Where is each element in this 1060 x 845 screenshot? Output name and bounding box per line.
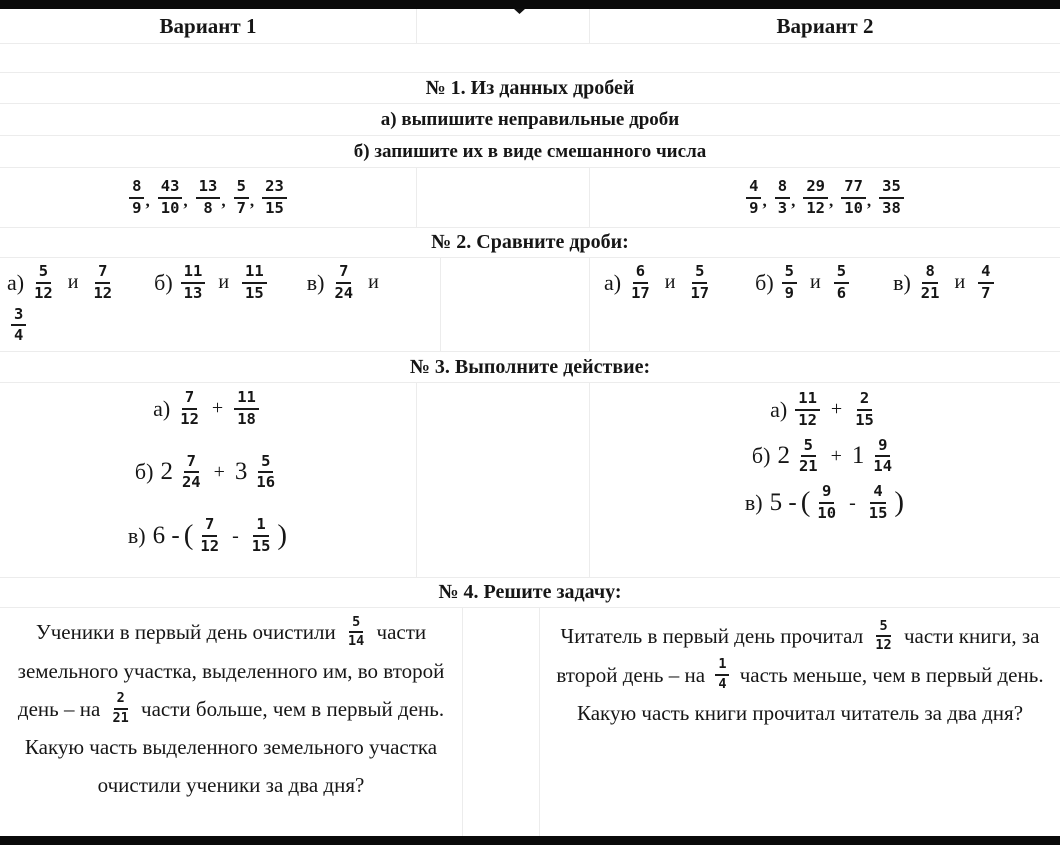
fraction-denominator: 7 [981, 283, 991, 302]
fraction-denominator: 8 [203, 198, 213, 217]
fraction-numerator: 4 [746, 178, 761, 199]
fraction [129, 178, 144, 218]
text-token: - [232, 524, 239, 547]
text-token: в) [306, 269, 325, 295]
text-token: , [145, 191, 150, 211]
fraction [715, 657, 729, 692]
fraction-numerator: 1 [253, 516, 268, 537]
fraction-denominator: 12 [34, 283, 53, 302]
fraction-denominator: 6 [836, 283, 847, 302]
fraction [198, 516, 221, 556]
text-token: , [762, 191, 767, 211]
text-token: , [249, 191, 255, 211]
fraction-numerator: 5 [834, 263, 849, 284]
text-token: 6 - [152, 522, 180, 550]
fraction-numerator: 7 [202, 516, 217, 537]
s2-v2-item-b [755, 263, 853, 303]
fraction-denominator: 14 [873, 457, 893, 476]
text-token: Ученики в первый день очистили [35, 620, 342, 644]
text-token: ) [894, 485, 905, 518]
fraction-denominator: 9 [784, 283, 795, 302]
text-token: б) [751, 443, 771, 469]
spacer-cell [416, 9, 590, 43]
text-token: а) [153, 395, 171, 421]
fraction [879, 178, 904, 218]
section4-content-row [0, 608, 1060, 836]
fraction [782, 263, 797, 303]
fraction-denominator: 16 [256, 473, 276, 492]
s2-v2-item-a [604, 263, 715, 303]
fraction-denominator: 9 [749, 198, 759, 217]
text-token: а) [604, 269, 622, 295]
fraction [346, 615, 366, 650]
fraction [797, 437, 820, 477]
fraction [803, 178, 828, 218]
text-token: - [849, 491, 856, 514]
s3-v1-item-c [128, 516, 288, 556]
fraction-denominator: 12 [798, 410, 817, 429]
fraction-denominator: 15 [265, 198, 284, 217]
fraction-numerator: 5 [258, 453, 273, 474]
spacer-cell [440, 258, 590, 351]
fraction-denominator: 38 [882, 198, 901, 217]
section1-instruction-b: б) запишите их в виде смешанного числа [353, 140, 707, 162]
fraction-numerator: 5 [234, 178, 249, 199]
text-token: + [830, 398, 843, 421]
text-token: 5 - [769, 489, 797, 517]
fraction-numerator: 29 [803, 178, 828, 199]
section4-variant1-cell [0, 608, 462, 836]
fraction [250, 516, 273, 556]
fraction [746, 178, 761, 218]
text-token: б) [755, 269, 774, 295]
section1-variant2-cell [590, 168, 1060, 227]
section2-variant1-cell [0, 258, 440, 351]
fraction-denominator: 12 [806, 198, 825, 217]
section4-variant2-cell [540, 608, 1060, 836]
fraction-denominator: 18 [237, 409, 256, 428]
text-token: и [664, 271, 676, 294]
fraction-numerator: 2 [114, 691, 128, 710]
section1-instruction-b-row [0, 136, 1060, 168]
fraction-denominator: 10 [844, 198, 863, 217]
fraction [32, 263, 55, 303]
text-token: и [218, 271, 230, 294]
fraction [91, 263, 114, 303]
fraction-numerator: 5 [692, 263, 707, 284]
fraction-numerator: 11 [242, 263, 267, 284]
fraction-denominator: 4 [14, 326, 24, 345]
section3-content-row [0, 383, 1060, 578]
fraction [871, 437, 894, 477]
text-token: части больше, чем в первый день. Какую часть выделенного земельного участка очистили ученики за два дня? [24, 696, 445, 798]
fraction [841, 178, 866, 218]
fraction [815, 483, 838, 523]
s1-v1-fraction-list [125, 178, 291, 218]
s4-v2-task-text [554, 617, 1046, 732]
section4-title: № 4. Решите задачу: [438, 581, 622, 603]
s2-v1-item-c [307, 263, 388, 303]
fraction [254, 453, 277, 493]
fraction-numerator: 13 [196, 178, 221, 199]
spacer-cell [462, 608, 540, 836]
text-token: 3 [234, 458, 248, 486]
text-token: а) [770, 396, 788, 422]
fraction-numerator: 5 [349, 615, 363, 634]
fraction-denominator: 14 [348, 633, 365, 650]
text-token: б) [154, 269, 173, 295]
s4-v1-task-text [4, 613, 458, 804]
text-token: а) [7, 269, 25, 295]
variant-header-row [0, 9, 1060, 44]
fraction [332, 263, 355, 303]
fraction-denominator: 21 [920, 283, 940, 302]
fraction-denominator: 12 [180, 409, 199, 428]
text-token: и [954, 271, 966, 294]
fraction [688, 263, 711, 303]
text-token: , [183, 191, 188, 211]
fraction-denominator: 21 [798, 457, 818, 476]
fraction-numerator: 9 [875, 437, 890, 458]
fraction [853, 390, 876, 430]
fraction-denominator: 15 [868, 504, 888, 523]
fraction [262, 178, 287, 218]
section1-title-row [0, 73, 1060, 104]
fraction [178, 389, 201, 429]
fraction [242, 263, 267, 303]
text-token: в) [127, 523, 146, 549]
variant1-label: Вариант 1 [159, 13, 257, 38]
fraction-denominator: 15 [251, 537, 271, 556]
section2-variant2-cell [590, 258, 1060, 351]
fraction [795, 390, 820, 430]
s3-v2-item-b [752, 437, 898, 477]
text-token: в) [744, 490, 763, 516]
text-token: 2 [777, 442, 790, 470]
section1-instruction-a: а) выпишите неправильные дроби [380, 108, 680, 130]
fraction-denominator: 12 [200, 537, 220, 556]
spacer-cell [416, 383, 590, 577]
fraction-denominator: 15 [855, 410, 874, 429]
fraction-numerator: 5 [36, 263, 51, 284]
empty-row [0, 44, 1060, 73]
s3-v2-item-a [770, 390, 880, 430]
fraction-numerator: 11 [234, 389, 259, 410]
text-token: , [221, 191, 226, 211]
text-token: в) [893, 269, 911, 295]
variant1-header [0, 9, 416, 43]
fraction [158, 178, 183, 218]
text-token: и [810, 271, 821, 294]
fraction [180, 453, 203, 493]
text-token: 2 [160, 458, 173, 486]
fraction-denominator: 13 [183, 283, 203, 302]
fraction-denominator: 17 [690, 283, 710, 302]
text-token: часть меньше, чем в первый день. Какую часть книги прочитал читатель за два дня? [576, 662, 1044, 726]
fraction-numerator: 1 [715, 657, 729, 676]
fraction [181, 263, 206, 303]
fraction-numerator: 7 [336, 263, 351, 284]
fraction [873, 619, 893, 654]
variant2-header [590, 9, 1060, 43]
section3-variant2-cell [590, 383, 1060, 577]
section2-content-row [0, 258, 1060, 352]
s2-v1-line1 [7, 263, 388, 303]
section3-title-row [0, 352, 1060, 383]
fraction [834, 263, 849, 303]
section3-variant1-cell [0, 383, 416, 577]
fraction-denominator: 9 [132, 198, 142, 217]
variant2-label: Вариант 2 [776, 13, 874, 38]
fraction-numerator: 23 [262, 178, 287, 199]
fraction [111, 691, 131, 726]
fraction-denominator: 4 [718, 675, 727, 692]
text-token: б) [134, 459, 154, 485]
section2-title: № 2. Сравните дроби: [431, 231, 629, 253]
s2-v2-item-c [893, 263, 997, 303]
fraction-numerator: 8 [922, 263, 937, 284]
section3-title: № 3. Выполните действие: [409, 355, 651, 378]
fraction-numerator: 77 [841, 178, 866, 199]
text-token: 1 [851, 442, 865, 470]
fraction-denominator: 12 [93, 283, 113, 302]
fraction-numerator: 7 [182, 389, 197, 410]
section1-instruction-a-row [0, 104, 1060, 136]
fraction-denominator: 24 [181, 473, 201, 492]
section4-title-row [0, 578, 1060, 608]
text-token: + [213, 460, 225, 483]
fraction-denominator: 12 [875, 637, 892, 654]
section1-title: № 1. Из данных дробей [425, 76, 635, 99]
fraction-denominator: 10 [160, 198, 180, 217]
text-token: части земельного участка, выделенного им, во второй день – на [17, 620, 445, 721]
text-token: и [368, 271, 379, 294]
text-token: ( [800, 485, 811, 518]
fraction-denominator: 15 [245, 283, 264, 302]
fraction-numerator: 4 [978, 263, 993, 284]
text-token: + [830, 444, 842, 467]
fraction [196, 178, 221, 218]
fraction [867, 483, 890, 523]
fraction-denominator: 10 [817, 504, 837, 523]
text-token: , [829, 191, 834, 211]
fraction-numerator: 11 [181, 263, 206, 284]
fraction-numerator: 6 [633, 263, 648, 284]
s2-v1-item-c-wrapped-fraction [7, 306, 30, 346]
fraction [775, 178, 790, 218]
fraction-numerator: 9 [819, 483, 834, 504]
fraction [234, 178, 249, 218]
fraction-numerator: 7 [95, 263, 110, 284]
text-token: , [866, 191, 872, 211]
section1-fractions-row [0, 168, 1060, 228]
s1-v2-fraction-list [742, 178, 908, 218]
fraction-numerator: 3 [11, 306, 26, 327]
section1-variant1-cell [0, 168, 416, 227]
fraction-denominator: 3 [777, 198, 788, 217]
fraction-denominator: 17 [631, 283, 650, 302]
fraction-denominator: 7 [236, 198, 246, 217]
spacer-cell [416, 168, 590, 227]
fraction-numerator: 4 [870, 483, 885, 504]
fraction-numerator: 8 [775, 178, 790, 199]
text-token: ) [277, 518, 288, 551]
fraction-numerator: 43 [158, 178, 183, 199]
fraction-denominator: 24 [334, 283, 354, 302]
text-token: части книги, за второй день – на [556, 624, 1040, 687]
fraction-numerator: 5 [782, 263, 797, 284]
s2-v1-item-b [154, 263, 271, 303]
section2-title-row [0, 228, 1060, 258]
fraction-numerator: 11 [795, 390, 820, 411]
text-token: и [67, 271, 79, 294]
fraction [919, 263, 942, 303]
bottom-border-bar [0, 836, 1060, 845]
fraction-numerator: 5 [801, 437, 816, 458]
fraction-numerator: 35 [879, 178, 904, 199]
s2-v1-item-a [7, 263, 118, 303]
fraction-numerator: 8 [129, 178, 144, 199]
text-token: ( [183, 518, 194, 551]
text-token: , [791, 191, 796, 211]
fraction [978, 263, 993, 303]
text-token: + [211, 397, 224, 420]
fraction-numerator: 7 [184, 453, 199, 474]
s3-v2-item-c [745, 483, 905, 523]
fraction [11, 306, 26, 346]
top-border-bar [0, 0, 1060, 9]
fraction-numerator: 5 [876, 619, 890, 638]
fraction-numerator: 2 [857, 390, 872, 411]
fraction [234, 389, 259, 429]
s3-v1-item-b [135, 453, 281, 493]
s3-v1-item-a [153, 389, 263, 429]
fraction-denominator: 21 [112, 709, 129, 726]
fraction [629, 263, 652, 303]
text-token: Читатель в первый день прочитал [560, 624, 869, 648]
